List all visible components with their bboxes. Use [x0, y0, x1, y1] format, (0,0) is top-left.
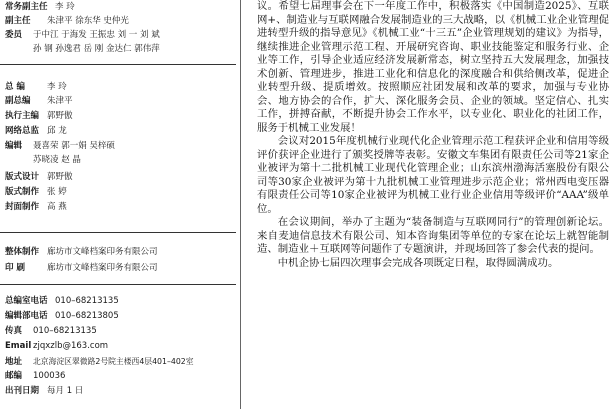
masthead-value: 廊坊市文峰档案印务有限公司 — [47, 247, 158, 257]
masthead-row — [5, 96, 73, 107]
masthead-value: 北京海淀区翠微路2号院主楼西4层401–402室 — [33, 357, 194, 366]
article-paragraph: 会议对2015年度机械行业现代化企业管理示范工程获评企业和信用等级评价获评企业进行了颁奖授牌等表彰。安徽文车集团有限责任公司等21家企业被评为第十二批机械工业现代化管理企业；山东滨州渤海活塞股份有限公司等30家企业被评为第十九批机械工业管理进步示范企业；常州西电变压器有限责任公司等10家企业被评为机械工业行业企业信用等级评价“AAA”级单位。 — [257, 135, 609, 215]
masthead-label: 版式设计 — [5, 172, 40, 182]
divider — [0, 232, 236, 233]
masthead-row — [5, 263, 158, 274]
masthead-row — [5, 247, 158, 258]
masthead-label: 地址 — [5, 357, 23, 367]
masthead-row — [33, 155, 81, 166]
masthead-row — [5, 2, 75, 13]
masthead-row — [5, 386, 83, 397]
masthead-row — [5, 172, 73, 183]
masthead-value: 张 婷 — [47, 187, 67, 197]
masthead-row — [5, 30, 160, 41]
masthead-label: 常务副主任 — [5, 2, 48, 12]
masthead-value: 每月 1 日 — [47, 386, 84, 396]
masthead-value: 孙 钢 孙逸君 岳 刚 金达仁 郭伟萍 — [33, 44, 160, 54]
masthead-label: 编辑部电话 — [5, 311, 48, 321]
masthead-label: 出刊日期 — [5, 386, 40, 396]
masthead-row — [5, 202, 67, 213]
masthead-label: 委员 — [5, 30, 23, 40]
divider — [0, 284, 236, 285]
masthead-value: 郭野傲 — [47, 172, 73, 182]
masthead-value: zjqxzlb@163.com — [33, 341, 109, 351]
masthead-value: 100036 — [33, 371, 66, 381]
masthead-row — [5, 341, 108, 352]
masthead-row — [5, 296, 119, 307]
masthead-row — [5, 141, 115, 152]
masthead-label: 封面制作 — [5, 202, 40, 212]
masthead-value: 聂喜荣 郭一娟 吴梓硕 — [33, 141, 115, 151]
article-paragraph: 中机企协七届四次理事会完成各项既定日程，取得圆满成功。 — [277, 256, 559, 269]
divider — [0, 64, 236, 65]
masthead-value: 李 玲 — [47, 82, 67, 92]
masthead-value: 高 燕 — [47, 202, 67, 212]
masthead-label: 编辑 — [5, 141, 23, 151]
masthead-row — [5, 111, 73, 122]
masthead-value: 010–68213135 — [33, 326, 97, 336]
masthead-label: 执行主编 — [5, 111, 40, 121]
article-paragraph: 在会议期间，举办了主题为“装备制造与互联网同行”的管理创新论坛。来自麦迪信息技术有限公司、知本咨询集团等单位的专家在论坛上就智能制造、制造业＋互联网等问题作了专题演讲，并现场回答了参会代表的提问。 — [257, 216, 609, 255]
masthead-row — [5, 326, 97, 337]
masthead-value: 010–68213805 — [55, 311, 119, 321]
masthead-value: 廊坊市文峰档案印务有限公司 — [47, 263, 158, 273]
masthead-value: 郭野傲 — [47, 111, 73, 121]
masthead-label: 版式制作 — [5, 187, 40, 197]
masthead-value: 苏晓凌 赵 晶 — [33, 155, 81, 165]
masthead-row — [5, 356, 194, 368]
masthead-value: 010–68213135 — [55, 296, 119, 306]
masthead-row — [5, 16, 129, 27]
column-divider — [240, 0, 241, 409]
masthead-row — [5, 187, 67, 198]
masthead-label: 总编室电话 — [5, 296, 48, 306]
masthead-value: 邱 龙 — [47, 126, 67, 136]
masthead-label: 传真 — [5, 326, 23, 336]
masthead-value: 朱津平 徐东华 史仲光 — [47, 16, 129, 26]
masthead-value: 朱津平 — [47, 96, 73, 106]
masthead-label: Email — [5, 341, 32, 351]
masthead-label: 副总编 — [5, 96, 31, 106]
masthead-label: 邮编 — [5, 371, 23, 381]
masthead-row — [33, 44, 160, 55]
masthead — [0, 0, 240, 409]
masthead-value: 于中江 于海发 王振忠 刘 一 刘 斌 — [33, 30, 160, 40]
masthead-label: 印 刷 — [5, 263, 25, 273]
masthead-label: 整体制作 — [5, 247, 40, 257]
masthead-label: 总 编 — [5, 82, 25, 92]
masthead-label: 网络总监 — [5, 126, 40, 136]
masthead-row — [5, 126, 67, 137]
masthead-row — [5, 371, 65, 382]
masthead-value: 李 玲 — [55, 2, 75, 12]
masthead-row — [5, 311, 119, 322]
article-paragraph: 议。希望七届理事会在下一年度工作中，积极落实《中国制造2025》、互联网+、制造业与互联网融合发展制造业的三大战略，以《机械工业企业管理促进转型升级的指导意见》《机械工业“十三五”企业管理规划的建议》为指导，继续推进企业管理示范工程、开展研究咨询、职业技能鉴定和服务行业、企业等工作，引导企业适应经济发展新常态，树立坚持五大发展理念，加强技术创新、管理进步，推进工业化和信息化的深度融合和供给侧改革，促进企业转型升级、提质增效。按照顺应社团发展和改革的要求，加强与专业协会、地方协会的合作，扩大、深化服务会员、企业的领域。坚定信心、扎实工作，拼搏奋献，不断提升协会工作水平，以专业化、职业化的社团工作，服务于机械工业发展！ — [257, 0, 609, 134]
masthead-row — [5, 82, 67, 93]
article-body — [257, 0, 609, 270]
masthead-label: 副主任 — [5, 16, 31, 26]
